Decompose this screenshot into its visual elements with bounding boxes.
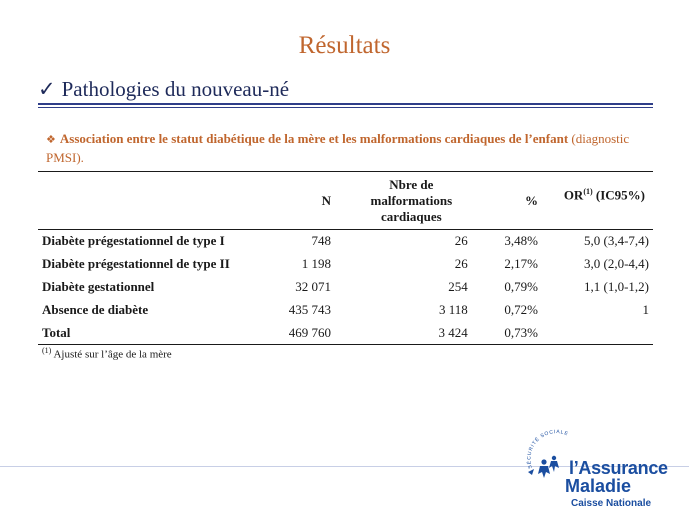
row-pct: 0,72%: [504, 302, 538, 317]
row-label: Diabète prégestationnel de type I: [42, 233, 225, 249]
logo-arc-text: SÉCURITÉ SOCIALE: [526, 429, 570, 470]
table-row: [38, 253, 653, 276]
heading-rule-thick: [38, 103, 653, 105]
row-n: 1 198: [301, 256, 331, 271]
logo-text-maladie: Maladie: [565, 476, 632, 496]
row-label: Total: [42, 324, 71, 340]
row-pct: 3,48%: [504, 233, 538, 249]
header-malformations-line1: Nbre de: [389, 176, 434, 192]
svg-text:SÉCURITÉ SOCIALE: [525, 429, 569, 469]
table-header-row: [38, 172, 653, 230]
row-pct: 0,73%: [504, 324, 538, 340]
row-malformations: 3 424: [438, 324, 468, 340]
row-malformations: 26: [454, 233, 468, 249]
row-malformations: 254: [448, 279, 468, 294]
logo-text-assurance: l’Assurance: [569, 458, 668, 478]
row-pct: 0,79%: [504, 279, 538, 294]
logo-text-caisse: Caisse Nationale: [571, 498, 652, 509]
table-row: [38, 230, 653, 253]
footnote-text: Ajusté sur l’âge de la mère: [51, 348, 172, 361]
header-pct: %: [524, 192, 538, 208]
header-n: N: [321, 192, 331, 208]
header-empty: [38, 172, 257, 230]
header-or-label: OR: [563, 187, 584, 203]
row-or: 3,0 (2,0-4,4): [584, 256, 649, 271]
row-or: 1: [642, 302, 649, 317]
table-caption: [46, 130, 651, 166]
footnote: [42, 346, 172, 361]
section-heading-text: Pathologies du nouveau-né: [61, 77, 290, 101]
results-table: [38, 171, 653, 345]
table-caption-bold: Association entre le statut diabétique de la mère et les malformations cardiaques de l’enfant: [59, 131, 569, 146]
row-n: 435 743: [288, 302, 331, 317]
footnote-sup: (1): [42, 346, 52, 355]
header-malformations: [331, 172, 468, 230]
header-or: [538, 172, 653, 230]
section-heading: [38, 77, 289, 102]
slide-title: Résultats: [298, 32, 391, 59]
row-malformations: 26: [454, 256, 468, 271]
header-malformations-line3: cardiaques: [381, 208, 442, 224]
row-n: 32 071: [295, 279, 331, 294]
row-label: Diabète gestationnel: [42, 279, 155, 294]
diamond-bullet-icon: ❖: [46, 134, 56, 146]
table-row-total: [38, 322, 653, 345]
header-malformations-line2: malformations: [370, 192, 453, 208]
heading-rule-thin: [38, 107, 653, 108]
row-label: Absence de diabète: [42, 302, 149, 317]
header-or-sup: (1): [583, 187, 593, 196]
header-or-ci: (IC95%): [592, 187, 645, 203]
row-pct: 2,17%: [504, 256, 538, 271]
row-or: 1,1 (1,0-1,2): [584, 279, 649, 294]
row-label: Diabète prégestationnel de type II: [42, 256, 230, 271]
table-row: [38, 276, 653, 299]
table-caption-rest: (diagnostic PMSI).: [46, 131, 630, 165]
row-malformations: 3 118: [438, 302, 468, 317]
row-or: [538, 322, 653, 345]
row-n: 748: [311, 233, 331, 249]
row-or: 5,0 (3,4-7,4): [584, 233, 649, 249]
row-n: 469 760: [288, 324, 331, 340]
table-row: [38, 299, 653, 322]
checkmark-icon: ✓: [38, 77, 56, 101]
